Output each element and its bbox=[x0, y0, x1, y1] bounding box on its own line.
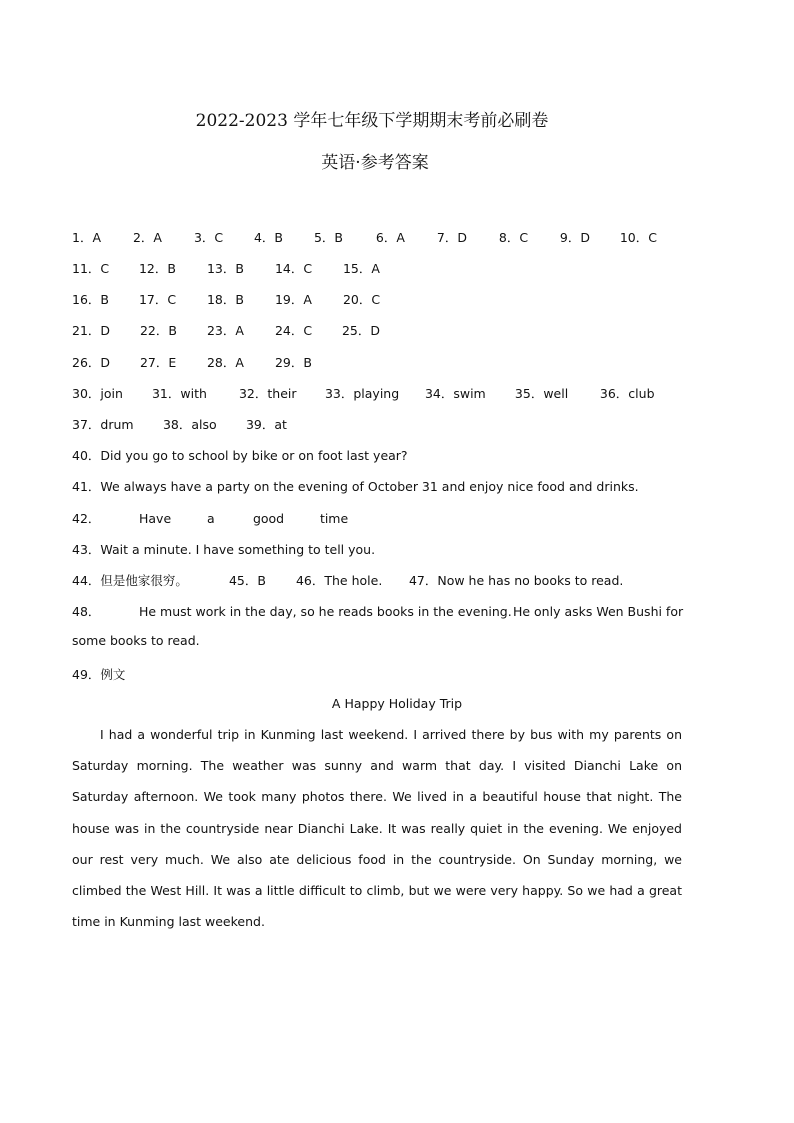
answer-item: 3．C bbox=[193, 230, 224, 245]
answer-item: He must work in the day, so he reads books in the evening. bbox=[138, 604, 512, 619]
answer-item: 24．C bbox=[274, 323, 313, 338]
answer-item: 20．C bbox=[342, 292, 381, 307]
answer-item: 7．D bbox=[436, 230, 467, 245]
answer-item: 38．also bbox=[162, 417, 217, 432]
page-title: 2022-2023 学年七年级下学期期末考前必刷卷 bbox=[195, 111, 549, 131]
answer-row-5 bbox=[72, 353, 312, 371]
answer-item: 32．their bbox=[238, 386, 297, 401]
answer-item: 8．C bbox=[498, 230, 529, 245]
essay-title: A Happy Holiday Trip bbox=[331, 696, 463, 711]
answer-item: 44．但是他家很穷。 bbox=[72, 573, 188, 588]
answer-item: 15．A bbox=[342, 261, 380, 276]
answer-item: 46．The hole. bbox=[295, 573, 383, 588]
answer-48-continued: some books to read. bbox=[72, 633, 200, 648]
answer-item: 21．D bbox=[72, 323, 111, 338]
page-subtitle: 英语·参考答案 bbox=[321, 153, 429, 173]
answer-row-44 bbox=[72, 571, 623, 589]
answer-row-6 bbox=[72, 384, 655, 402]
answer-item: 14．C bbox=[274, 261, 313, 276]
answer-item: 31．with bbox=[151, 386, 207, 401]
answer-item: 27．E bbox=[139, 355, 177, 370]
answer-43: 43．Wait a minute. I have something to tell you. bbox=[72, 542, 376, 557]
answer-row-3 bbox=[72, 290, 380, 308]
answer-41: 41．We always have a party on the evening of October 31 and enjoy nice food and drinks. bbox=[72, 479, 639, 494]
answer-item: good bbox=[252, 511, 285, 526]
answer-row-1 bbox=[72, 228, 657, 246]
answer-item: 37．drum bbox=[72, 417, 134, 432]
answer-40: 40．Did you go to school by bike or on foot last year? bbox=[72, 448, 408, 463]
answer-item: time bbox=[319, 511, 349, 526]
answer-48 bbox=[72, 602, 683, 620]
answer-item: 9．D bbox=[559, 230, 590, 245]
answer-item: 33．playing bbox=[324, 386, 400, 401]
answer-item: 17．C bbox=[138, 292, 177, 307]
answer-item: 18．B bbox=[206, 292, 244, 307]
answer-item: He only asks Wen Bushi for bbox=[512, 604, 684, 619]
answer-item: 39．at bbox=[245, 417, 287, 432]
answer-item: 6．A bbox=[375, 230, 405, 245]
answer-49: 49．例文 bbox=[72, 667, 126, 682]
answer-item: 42． bbox=[72, 511, 101, 526]
answer-item: 47．Now he has no books to read. bbox=[408, 573, 624, 588]
answer-item: 12．B bbox=[138, 261, 176, 276]
answer-row-2 bbox=[72, 259, 380, 277]
answer-item: 30．join bbox=[72, 386, 123, 401]
answer-item: 22．B bbox=[139, 323, 177, 338]
answer-row-7 bbox=[72, 415, 287, 433]
answer-item: 29．B bbox=[274, 355, 312, 370]
answer-item: 16．B bbox=[72, 292, 109, 307]
answer-item: 1．A bbox=[72, 230, 102, 245]
answer-item: 11．C bbox=[72, 261, 110, 276]
answer-row-4 bbox=[72, 321, 380, 339]
answer-item: 28．A bbox=[206, 355, 244, 370]
answer-item: 25．D bbox=[341, 323, 380, 338]
answer-item: 10．C bbox=[619, 230, 657, 245]
answer-item: 45．B bbox=[228, 573, 266, 588]
answer-item: 48． bbox=[72, 604, 101, 619]
answer-item: 23．A bbox=[206, 323, 244, 338]
answer-item: 2．A bbox=[132, 230, 162, 245]
answer-item: 36．club bbox=[599, 386, 655, 401]
answer-item: 35．well bbox=[514, 386, 569, 401]
essay-body: I had a wonderful trip in Kunming last weekend. I arrived there by bus with my parents on Saturday morning. The weather was sunny and warm that day. I visited Dianchi Lake on Saturday afternoon. We took many photos there. We lived in a beautiful house that night. The house was in the countryside near Dianchi Lake. It was really quiet in the evening. We enjoyed our rest very much. We also ate delicious food in the countryside. On Sunday morning, we climbed the West Hill. It was a little difficult to climb, but we were very happy. So we had a great time in Kunming last weekend. bbox=[72, 727, 682, 930]
answer-42 bbox=[72, 509, 348, 527]
answer-item: 26．D bbox=[72, 355, 111, 370]
answer-item: 4．B bbox=[253, 230, 283, 245]
answer-item: a bbox=[206, 511, 215, 526]
answer-item: Have bbox=[138, 511, 172, 526]
answer-item: 13．B bbox=[206, 261, 244, 276]
answer-item: 5．B bbox=[313, 230, 343, 245]
answer-item: 34．swim bbox=[424, 386, 486, 401]
answer-item: 19．A bbox=[274, 292, 312, 307]
